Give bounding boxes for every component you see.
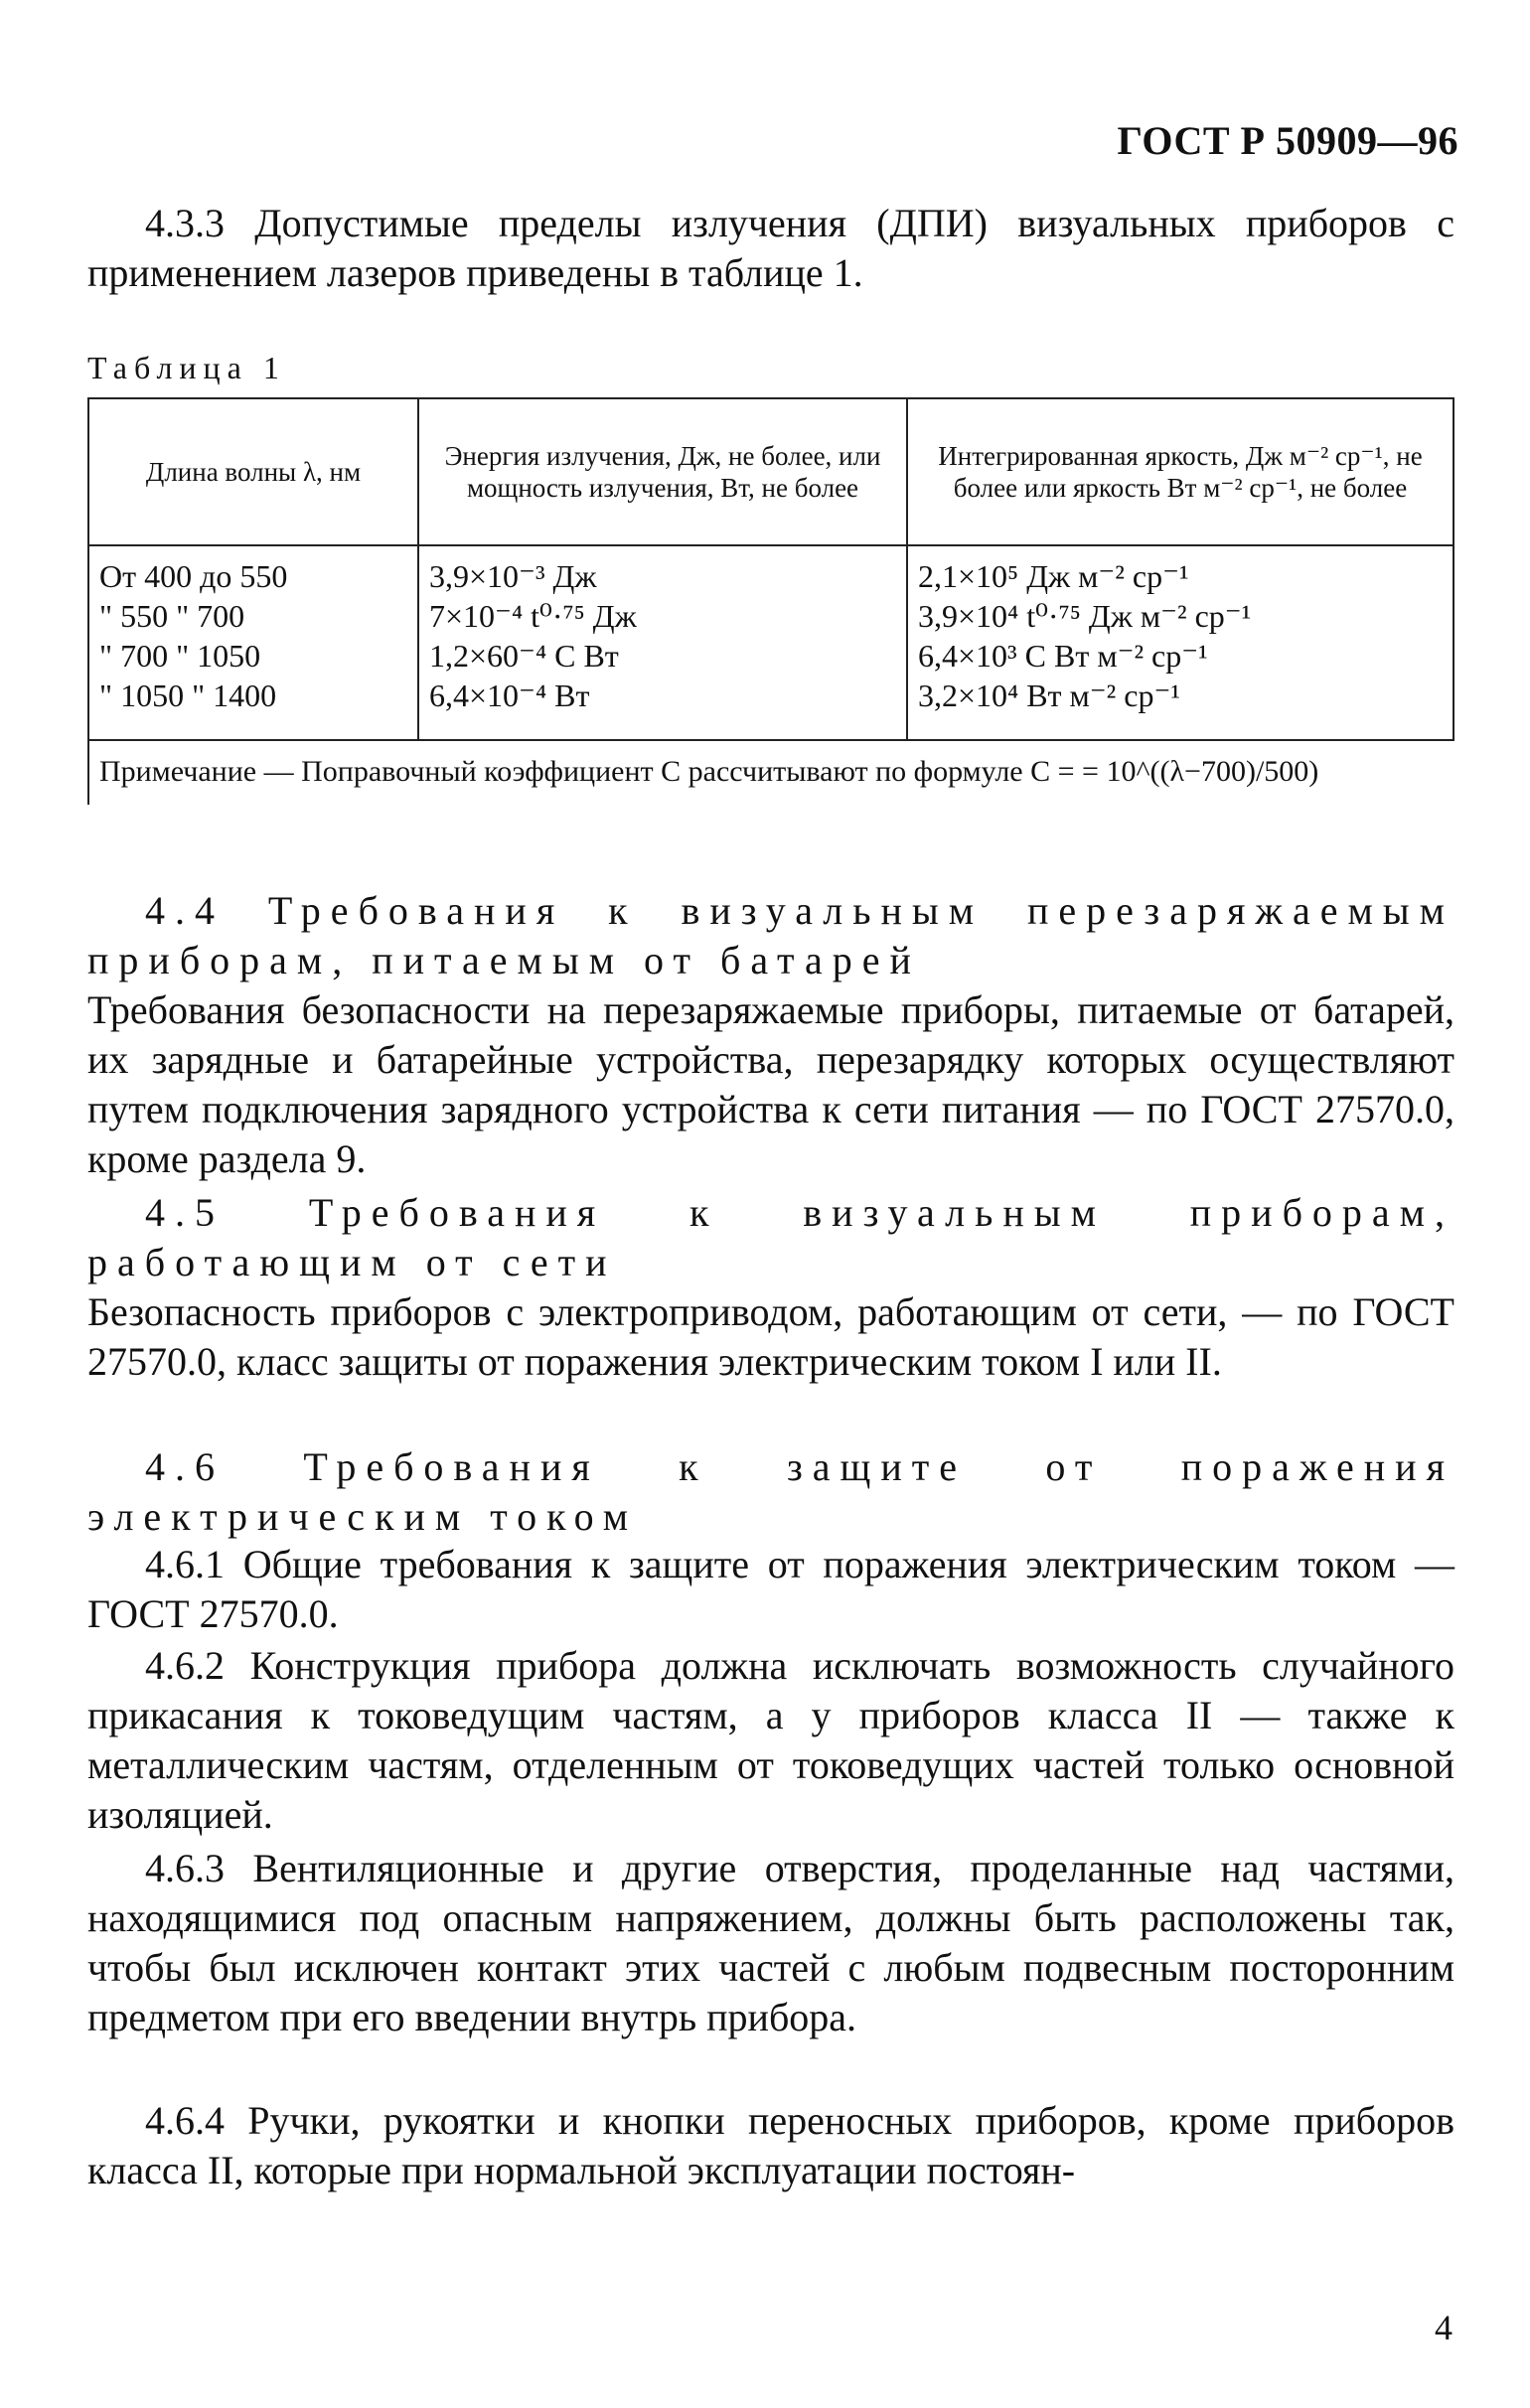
section-4-5-body: Безопасность приборов с электроприводом, работающим от сети, — по ГОСТ 27570.0, класс защиты от поражения электрическим током I или II. <box>87 1289 1454 1384</box>
cell-energy-1: 3,9×10⁻³ Дж <box>429 558 597 594</box>
section-4-4-heading: 4.4 Требования к визуальным перезаряжаемым приборам, питаемым от батарей <box>87 888 1454 982</box>
clause-4-6-2: 4.6.2 Конструкция прибора должна исключать возможность случайного прикасания к токоведущим частям, а у приборов класса II — также к металлическим частям, отделенным от токоведущих частей только основной изоляцией. <box>87 1643 1454 1837</box>
cell-wavelength-1: От 400 до 550 <box>99 558 288 594</box>
clause-4-6-4: 4.6.4 Ручки, рукоятки и кнопки переносных приборов, кроме приборов класса II, которые при нормальной эксплуатации постоян- <box>87 2098 1454 2192</box>
cell-wavelength-3: " 700 " 1050 <box>99 638 261 674</box>
header-energy: Энергия излучения, Дж, не более, или мощность излучения, Вт, не более <box>418 398 907 545</box>
cell-brightness-2: 3,9×10⁴ t⁰·⁷⁵ Дж м⁻² ср⁻¹ <box>918 598 1252 634</box>
section-4-6-heading: 4.6 Требования к защите от поражения электрическим током <box>87 1444 1454 1539</box>
cell-brightness-3: 6,4×10³ C Вт м⁻² ср⁻¹ <box>918 638 1208 674</box>
header-brightness: Интегрированная яркость, Дж м⁻² ср⁻¹, не более или яркость Вт м⁻² ср⁻¹, не более <box>907 398 1454 545</box>
cell-energy-3: 1,2×60⁻⁴ C Вт <box>429 638 619 674</box>
table-note-row <box>88 740 1454 805</box>
cell-brightness-1: 2,1×10⁵ Дж м⁻² ср⁻¹ <box>918 558 1189 594</box>
cell-wavelength-4: " 1050 " 1400 <box>99 677 277 713</box>
section-4-5-heading: 4.5 Требования к визуальным приборам, работающим от сети <box>87 1190 1454 1284</box>
table-header-row <box>88 398 1454 545</box>
page-number: 4 <box>1435 2308 1453 2347</box>
laser-limits-table <box>87 397 1454 805</box>
clause-4-3-3: 4.3.3 Допустимые пределы излучения (ДПИ) визуальных приборов с применением лазеров приведены в таблице 1. <box>87 201 1454 295</box>
section-4-4-body: Требования безопасности на перезаряжаемые приборы, питаемые от батарей, их зарядные и батарейные устройства, перезарядку которых осуществляют путем подключения зарядного устройства к сети питания — по ГОСТ 27570.0, кроме раздела 9. <box>87 987 1454 1181</box>
table-caption: Таблица 1 <box>87 350 286 385</box>
column-brightness <box>907 545 1454 740</box>
cell-brightness-4: 3,2×10⁴ Вт м⁻² ср⁻¹ <box>918 677 1180 713</box>
cell-energy-4: 6,4×10⁻⁴ Вт <box>429 677 590 713</box>
cell-wavelength-2: " 550 " 700 <box>99 598 245 634</box>
document-header: ГОСТ Р 50909—96 <box>1117 118 1458 163</box>
column-energy <box>418 545 907 740</box>
column-wavelength <box>88 545 418 740</box>
clause-4-6-3: 4.6.3 Вентиляционные и другие отверстия, проделанные над частями, находящимися под опасным напряжением, должны быть расположены так, чтобы был исключен контакт этих частей с любым подвесным посторонним предметом при его введении внутрь прибора. <box>87 1846 1454 2039</box>
table-note: Примечание — Поправочный коэффициент C рассчитывают по формуле C = = 10^((λ−700)/500) <box>88 740 1454 805</box>
clause-4-6-1: 4.6.1 Общие требования к защите от поражения электрическим током — ГОСТ 27570.0. <box>87 1542 1454 1636</box>
cell-energy-2: 7×10⁻⁴ t⁰·⁷⁵ Дж <box>429 598 637 634</box>
table-body-row <box>88 545 1454 740</box>
header-wavelength: Длина волны λ, нм <box>88 398 418 545</box>
